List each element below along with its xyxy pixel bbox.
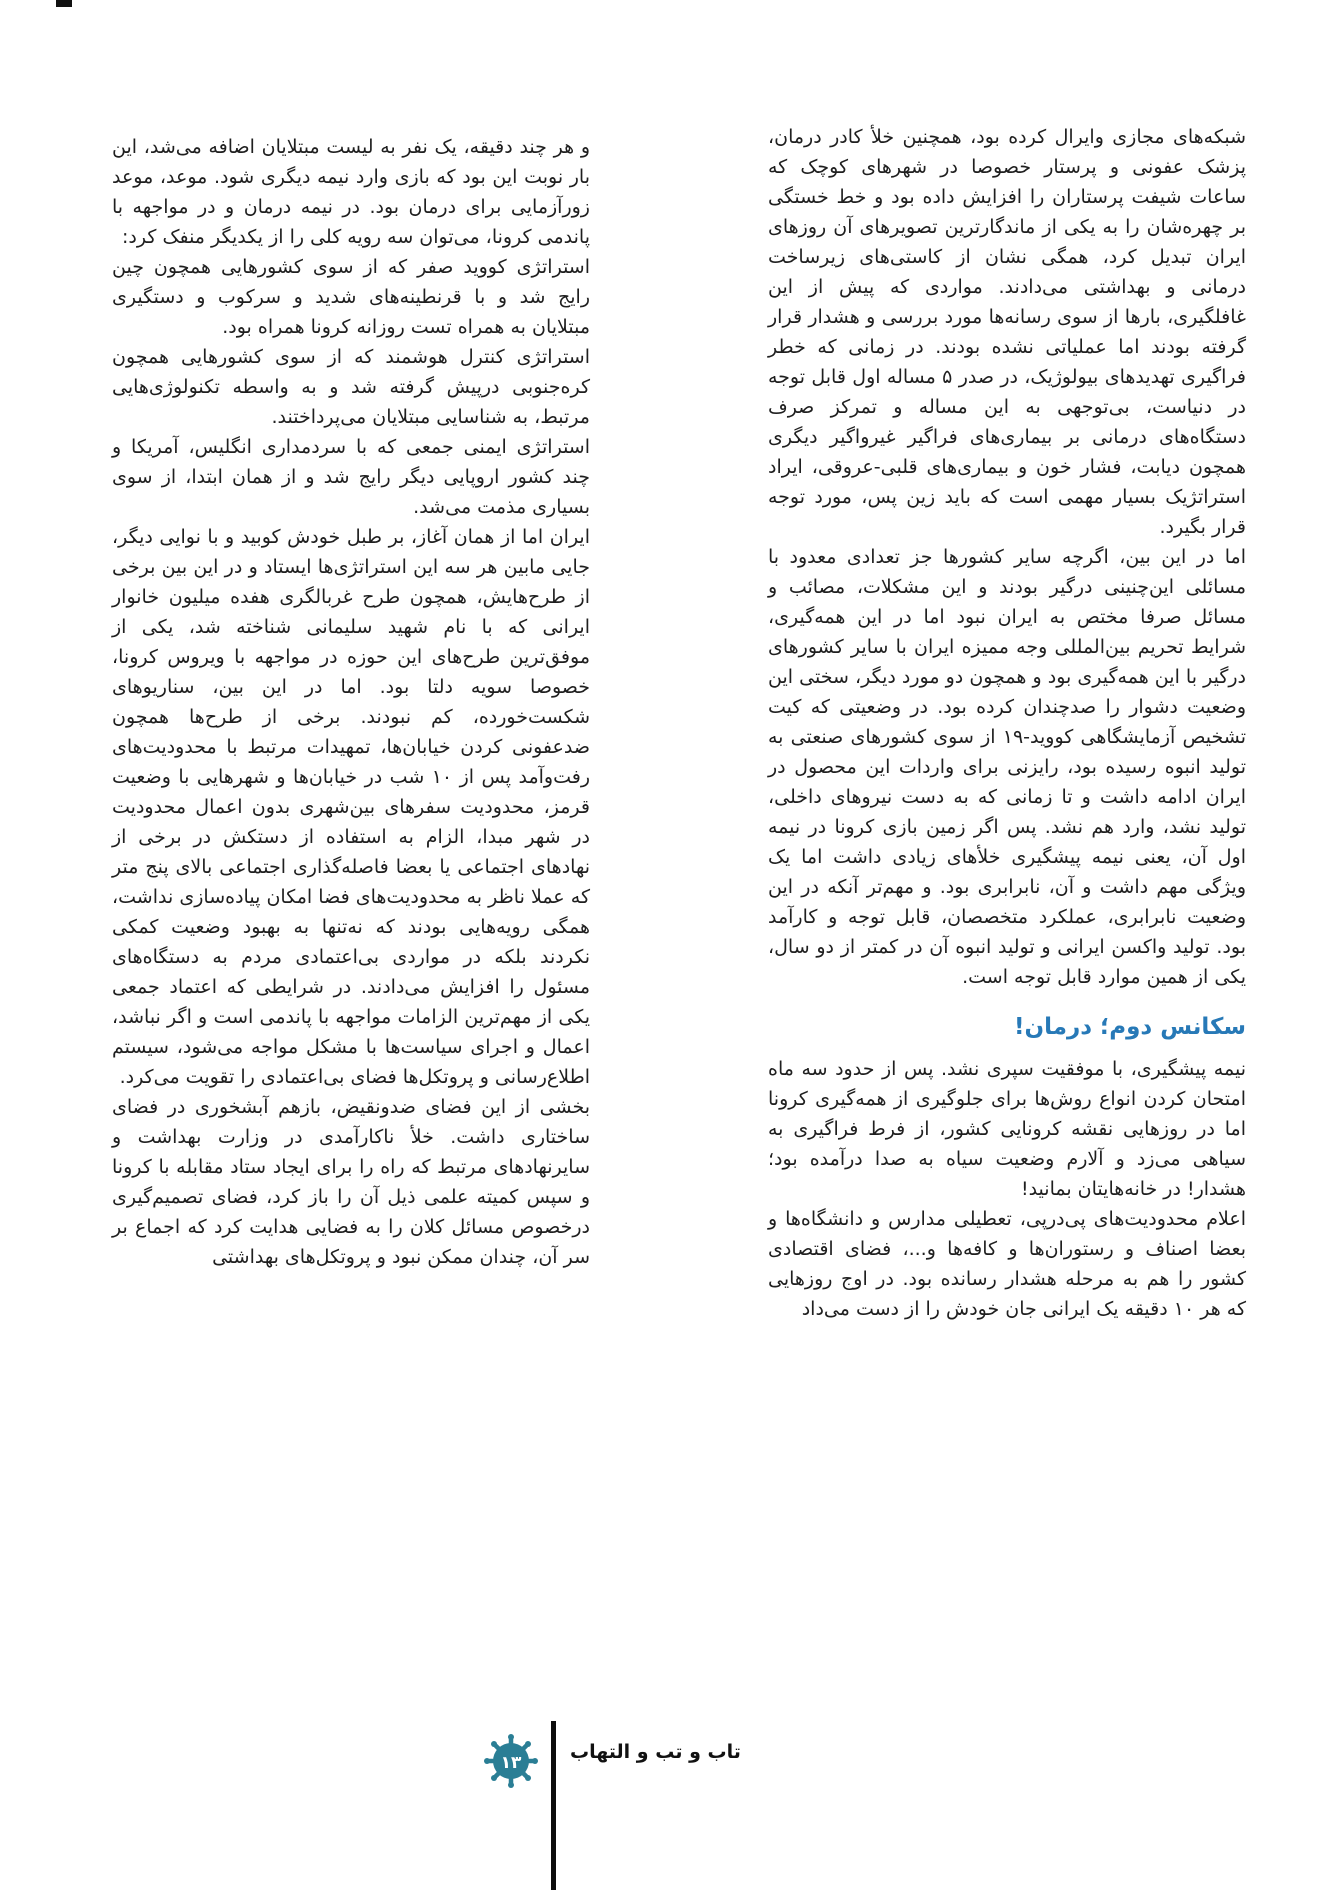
paragraph: ایران اما از همان آغاز، بر طبل خودش کوبید و با نوایی دیگر، جایی مابین هر سه این استراتژی‌ها ایستاد و در این بین برخی از طرح‌هایش، همچون طرح غربالگری هفده میلیون خانوار ایرانی که با نام شهید سلیمانی شناخته شد، یکی از موفق‌ترین طرح‌های این حوزه در مواجهه با ویروس کرونا، خصوصا سویه دلتا بود. اما در این بین، سناریوهای شکست‌خورده، کم نبودند. برخی از طرح‌ها همچون ضدعفونی کردن خیابان‌ها، تمهیدات مرتبط با محدودیت‌های رفت‌وآمد پس از ۱۰ شب در خیابان‌ها و شهرهایی با وضعیت قرمز، محدودیت سفرهای بین‌شهری بدون اعمال محدودیت در شهر مبدا، الزام به استفاده از دستکش در برخی از نهادهای اجتماعی یا بعضا فاصله‌گذاری اجتماعی بالای پنج متر که عملا ناظر به محدودیت‌های فضا امکان پیاده‌سازی نداشت، همگی رویه‌هایی بودند که نه‌تنها به بهبود وضعیت کمکی نکردند بلکه در مواردی بی‌اعتمادی مردم به دستگاه‌های مسئول را افزایش می‌دادند. در شرایطی که اعتماد جمعی یکی از مهم‌ترین الزامات مواجهه با پاندمی است و اگر نباشد، اعمال و اجرای سیاست‌ها با مشکل مواجه می‌شود، سیستم اطلاع‌رسانی و پروتکل‌ها فضای بی‌اعتمادی را تقویت می‌کرد. [112, 526, 590, 1088]
paragraph: بخشی از این فضای ضدونقیض، بازهم آبشخوری در فضای ساختاری داشت. خلأ ناکارآمدی در وزارت بهداشت و سایرنهادهای مرتبط که راه را برای ایجاد ستاد مقابله با کرونا و سپس کمیته علمی ذیل آن را باز کرد، فضای تصمیم‌گیری درخصوص مسائل کلان را به فضایی هدایت کرد که اجماع بر سر آن، چندان ممکن نبود و پروتکل‌های بهداشتی [112, 1096, 590, 1268]
virus-page-number-icon [482, 1732, 540, 1790]
paragraph: استراتژی کنترل هوشمند که از سوی کشورهایی همچون کره‌جنوبی درپیش گرفته شد و به واسطه تکنولوژی‌هایی مرتبط، به شناسایی مبتلایان می‌پرداختند. [112, 346, 590, 428]
text-column-right [768, 122, 1246, 1324]
paragraph: شبکه‌های مجازی وایرال کرده بود، همچنین خلأ کادر درمان، پزشک عفونی و پرستار خصوصا در شهرهای کوچک که ساعات شیفت پرستاران را افزایش داده بود و خط خستگی بر چهره‌شان را به یکی از ماندگارترین تصویرهای آن روزهای ایران تبدیل کرد، همگی نشان از کاستی‌های زیرساخت درمانی و بهداشتی می‌دادند. مواردی که پیش از این غافلگیری، بارها از سوی رسانه‌ها مورد بررسی و هشدار قرار گرفته بودند اما عملیاتی نشده بودند. در زمانی که خطر فراگیری تهدیدهای بیولوژیک، در صدر ۵ مساله اول قابل توجه در دنیاست، بی‌توجهی به این مساله و تمرکز صرف دستگاه‌های درمانی بر بیماری‌های فراگیر غیرواگیر دیگری همچون دیابت، فشار خون و بیماری‌های قلبی-عروقی، ایراد استراتژیک بسیار مهمی است که باید زین پس، مورد توجه قرار بگیرد. [768, 126, 1246, 538]
paragraph: و هر چند دقیقه، یک نفر به لیست مبتلایان اضافه می‌شد، این بار نوبت این بود که بازی وارد نیمه دیگری شود. موعد، موعد زورآزمایی برای درمان بود. در نیمه درمان و در مواجهه با پاندمی کرونا، می‌توان سه رویه کلی را از یکدیگر منفک کرد: [112, 136, 590, 248]
paragraph: اعلام محدودیت‌های پی‌درپی، تعطیلی مدارس و دانشگاه‌ها و بعضا اصناف و رستوران‌ها و کافه‌ها و...، فضای اقتصادی کشور را هم به مرحله هشدار رسانده بود. در اوج روزهایی که هر ۱۰ دقیقه یک ایرانی جان خودش را از دست می‌داد [768, 1208, 1246, 1320]
page-number: ۱۳ [500, 1753, 522, 1773]
paragraph: استراتژی ایمنی جمعی که با سردمداری انگلیس، آمریکا و چند کشور اروپایی دیگر رایج شد و از همان ابتدا، از سوی بسیاری مذمت می‌شد. [112, 436, 590, 518]
paragraph: استراتژی کووید صفر که از سوی کشورهایی همچون چین رایج شد و با قرنطینه‌های شدید و سرکوب و دستگیری مبتلایان به همراه تست روزانه کرونا همراه بود. [112, 256, 590, 338]
print-registration-mark [56, 0, 72, 7]
paragraph: نیمه پیشگیری، با موفقیت سپری نشد. پس از حدود سه ماه امتحان کردن انواع روش‌ها برای جلوگیری از همه‌گیری کرونا اما در روزهایی نقشه کرونایی کشور، از فرط فراگیری به سیاهی می‌زد و آلارم وضعیت سیاه به صدا درآمده بود؛ هشدار! در خانه‌هایتان بمانید! [768, 1058, 1246, 1200]
paragraph: اما در این بین، اگرچه سایر کشورها جز تعدادی معدود با مسائلی این‌چنینی درگیر بودند و این مشکلات، مصائب و مسائل صرفا مختص به ایران نبود اما در این همه‌گیری، شرایط تحریم بین‌المللی وجه ممیزه ایران با سایر کشورهای درگیر با این همه‌گیری بود و همچون دو مورد دیگر، سختی این وضعیت دشوار را صدچندان کرده بود. در وضعیتی که کیت تشخیص آزمایشگاهی کووید-۱۹ از سوی کشورهای صنعتی به تولید انبوه رسیده بود، رایزنی برای واردات این محصول در ایران ادامه داشت و تا زمانی که به دست نیروهای داخلی، تولید نشد، وارد هم نشد. پس اگر زمین بازی کرونا در نیمه اول آن، یعنی نیمه پیشگیری خلأهای زیادی داشت اما یک ویژگی مهم داشت و آن، نابرابری بود. و مهم‌تر آنکه در این وضعیت نابرابری، عملکرد متخصصان، قابل توجه و کارآمد بود. تولید واکسن ایرانی و تولید انبوه آن در کمتر از دو سال، یکی از همین موارد قابل توجه است. [768, 546, 1246, 988]
footer-divider-rule [551, 1721, 556, 1890]
section-heading: سکانس دوم؛ درمان! [1014, 1014, 1246, 1040]
text-column-left [112, 132, 590, 1272]
footer-book-title: تاب و تب و التهاب [570, 1741, 741, 1763]
